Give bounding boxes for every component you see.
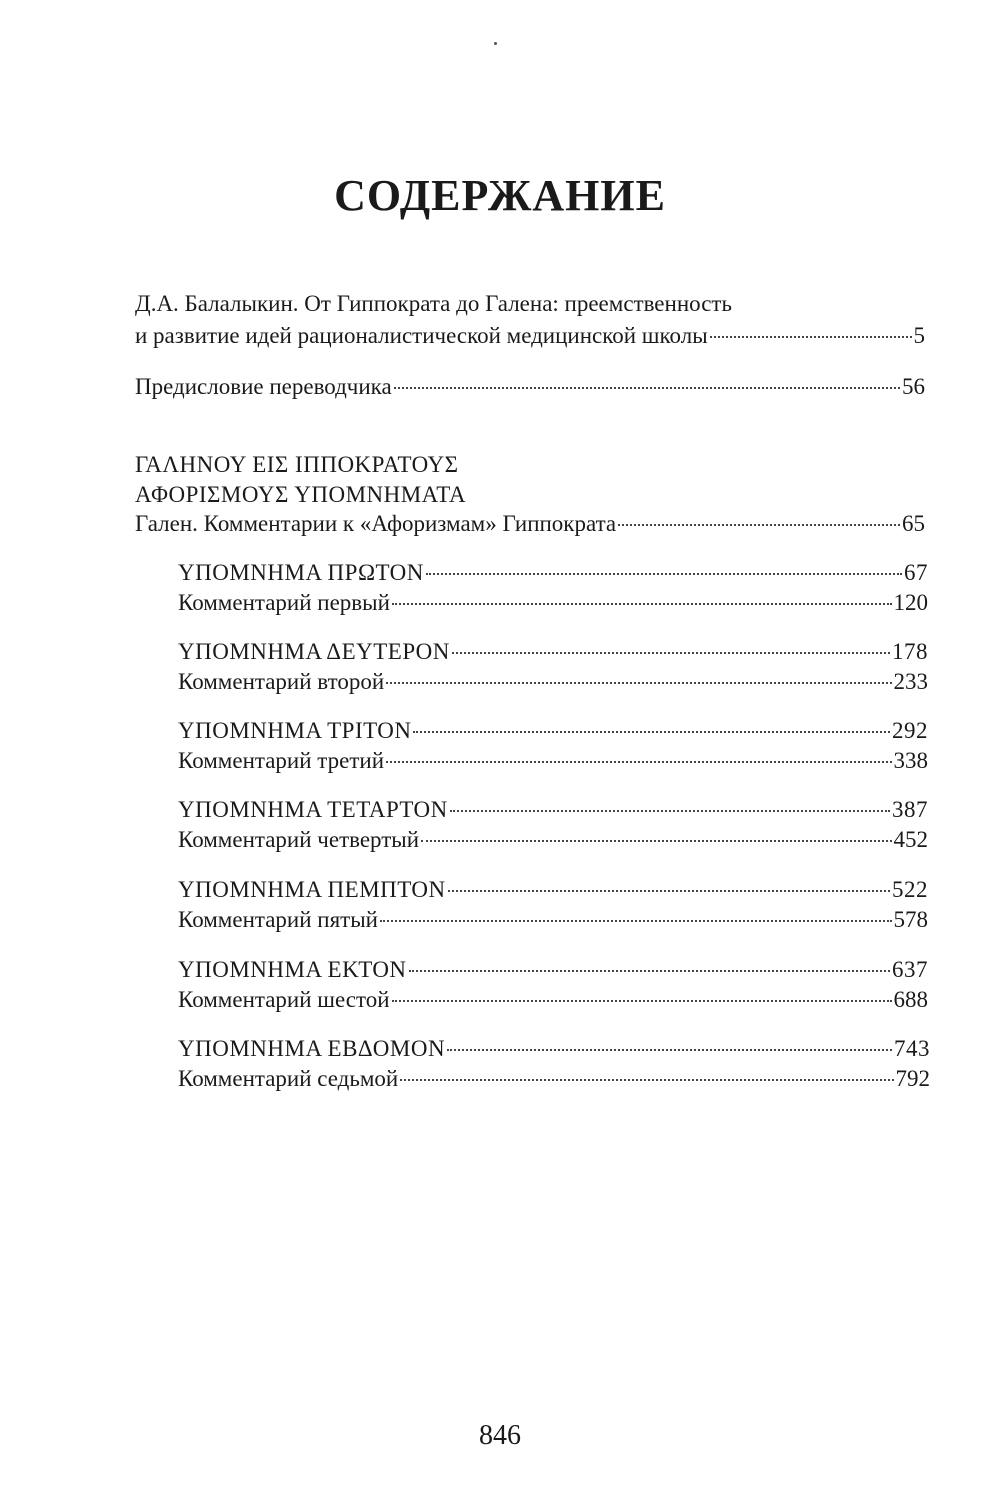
toc-entry-book-4-greek: [178, 796, 928, 824]
toc-entry-book-6-greek: [178, 956, 928, 984]
toc-entry-book-4-russian: [178, 826, 928, 854]
dot-leader: [386, 682, 891, 684]
galen-page: 65: [902, 511, 925, 536]
book-4-russian-title: Комментарий четвертый: [178, 827, 420, 852]
book-1-russian-page: 120: [893, 590, 928, 615]
book-2-russian-page: 233: [893, 669, 928, 694]
toc-entry-book-1-greek: [178, 559, 928, 587]
dot-leader: [448, 890, 890, 892]
dot-leader: [394, 387, 900, 389]
dot-leader: [710, 336, 912, 338]
galen-greek-line-1: ΓΑΛΗΝΟΥ ΕΙΣ ΙΠΠΟΚΡΑΤΟΥΣ: [135, 452, 459, 477]
toc-entry-book-2-greek: [178, 638, 928, 666]
book-6-greek-title: ΥΠΟΜΝΗΜΑ ΕΚΤΟΝ: [178, 957, 407, 982]
dot-leader: [413, 731, 890, 733]
book-7-greek-title: ΥΠΟΜΝΗΜΑ ΕΒΔΟΜΟΝ: [178, 1036, 446, 1061]
intro-line-1: Д.А. Балалыкин. От Гиппократа до Галена: преемственность: [135, 291, 732, 316]
toc-entry-book-7-russian: [178, 1065, 930, 1093]
dot-leader: [421, 840, 891, 842]
book-5-russian-title: Комментарий пятый: [178, 907, 378, 932]
book-4-russian-page: 452: [893, 827, 928, 852]
galen-russian-title: Гален. Комментарии к «Афоризмам» Гиппократа: [135, 511, 617, 536]
dot-leader: [400, 1079, 893, 1081]
preface-page: 56: [902, 374, 925, 399]
toc-entry-book-1-russian: [178, 589, 928, 617]
book-1-greek-title: ΥΠΟΜΝΗΜΑ ΠΡΩΤΟΝ: [178, 560, 424, 585]
preface-title: Предисловие переводчика: [135, 374, 392, 399]
book-5-greek-page: 522: [892, 877, 928, 902]
book-1-greek-page: 67: [904, 560, 928, 585]
book-7-greek-page: 743: [894, 1036, 930, 1061]
toc-entry-book-3-russian: [178, 747, 928, 775]
dot-leader: [452, 652, 890, 654]
book-6-greek-page: 637: [892, 957, 928, 982]
book-6-russian-title: Комментарий шестой: [178, 987, 390, 1012]
dot-leader: [618, 524, 900, 526]
dot-leader: [426, 573, 902, 575]
book-4-greek-page: 387: [892, 797, 928, 822]
dot-leader: [409, 970, 890, 972]
intro-page: 5: [913, 323, 925, 348]
dot-leader: [450, 810, 890, 812]
book-2-greek-page: 178: [892, 639, 928, 664]
book-3-greek-title: ΥΠΟΜΝΗΜΑ ΤΡΙΤΟΝ: [178, 718, 412, 743]
galen-greek-line-2: ΑΦΟΡΙΣΜΟΥΣ ΥΠΟΜΝΗΜΑΤΑ: [135, 482, 467, 507]
print-speck: [494, 42, 497, 45]
toc-entry-book-5-greek: [178, 876, 928, 904]
book-2-russian-title: Комментарий второй: [178, 669, 385, 694]
book-5-greek-title: ΥΠΟΜΝΗΜΑ ΠΕΜΠΤΟΝ: [178, 877, 446, 902]
book-7-russian-page: 792: [895, 1066, 930, 1091]
book-5-russian-page: 578: [893, 907, 928, 932]
dot-leader: [380, 920, 892, 922]
dot-leader: [392, 1000, 892, 1002]
toc-entry-book-7-greek: [178, 1035, 930, 1063]
toc-entry-preface: [135, 373, 925, 401]
page-title: СОДЕРЖАНИЕ: [334, 171, 666, 220]
book-2-greek-title: ΥΠΟΜΝΗΜΑ ΔΕΥΤΕΡΟΝ: [178, 639, 450, 664]
toc-entry-book-6-russian: [178, 986, 928, 1014]
intro-line-2: и развитие идей рационалистической медицинской школы: [135, 323, 708, 348]
dot-leader: [386, 761, 891, 763]
book-4-greek-title: ΥΠΟΜΝΗΜΑ ΤΕΤΑΡΤΟΝ: [178, 797, 448, 822]
toc-entry-book-5-russian: [178, 906, 928, 934]
book-3-russian-page: 338: [893, 748, 928, 773]
book-3-greek-page: 292: [892, 718, 928, 743]
book-1-russian-title: Комментарий первый: [178, 590, 390, 615]
toc-entry-galen: [135, 510, 925, 538]
book-7-russian-title: Комментарий седьмой: [178, 1066, 399, 1091]
dot-leader: [392, 603, 892, 605]
dot-leader: [447, 1049, 892, 1051]
book-3-russian-title: Комментарий третий: [178, 748, 385, 773]
book-6-russian-page: 688: [893, 987, 928, 1012]
toc-entry-book-3-greek: [178, 717, 928, 745]
page-number: 846: [479, 1420, 521, 1451]
toc-entry-book-2-russian: [178, 668, 928, 696]
toc-entry-intro: [135, 322, 925, 350]
